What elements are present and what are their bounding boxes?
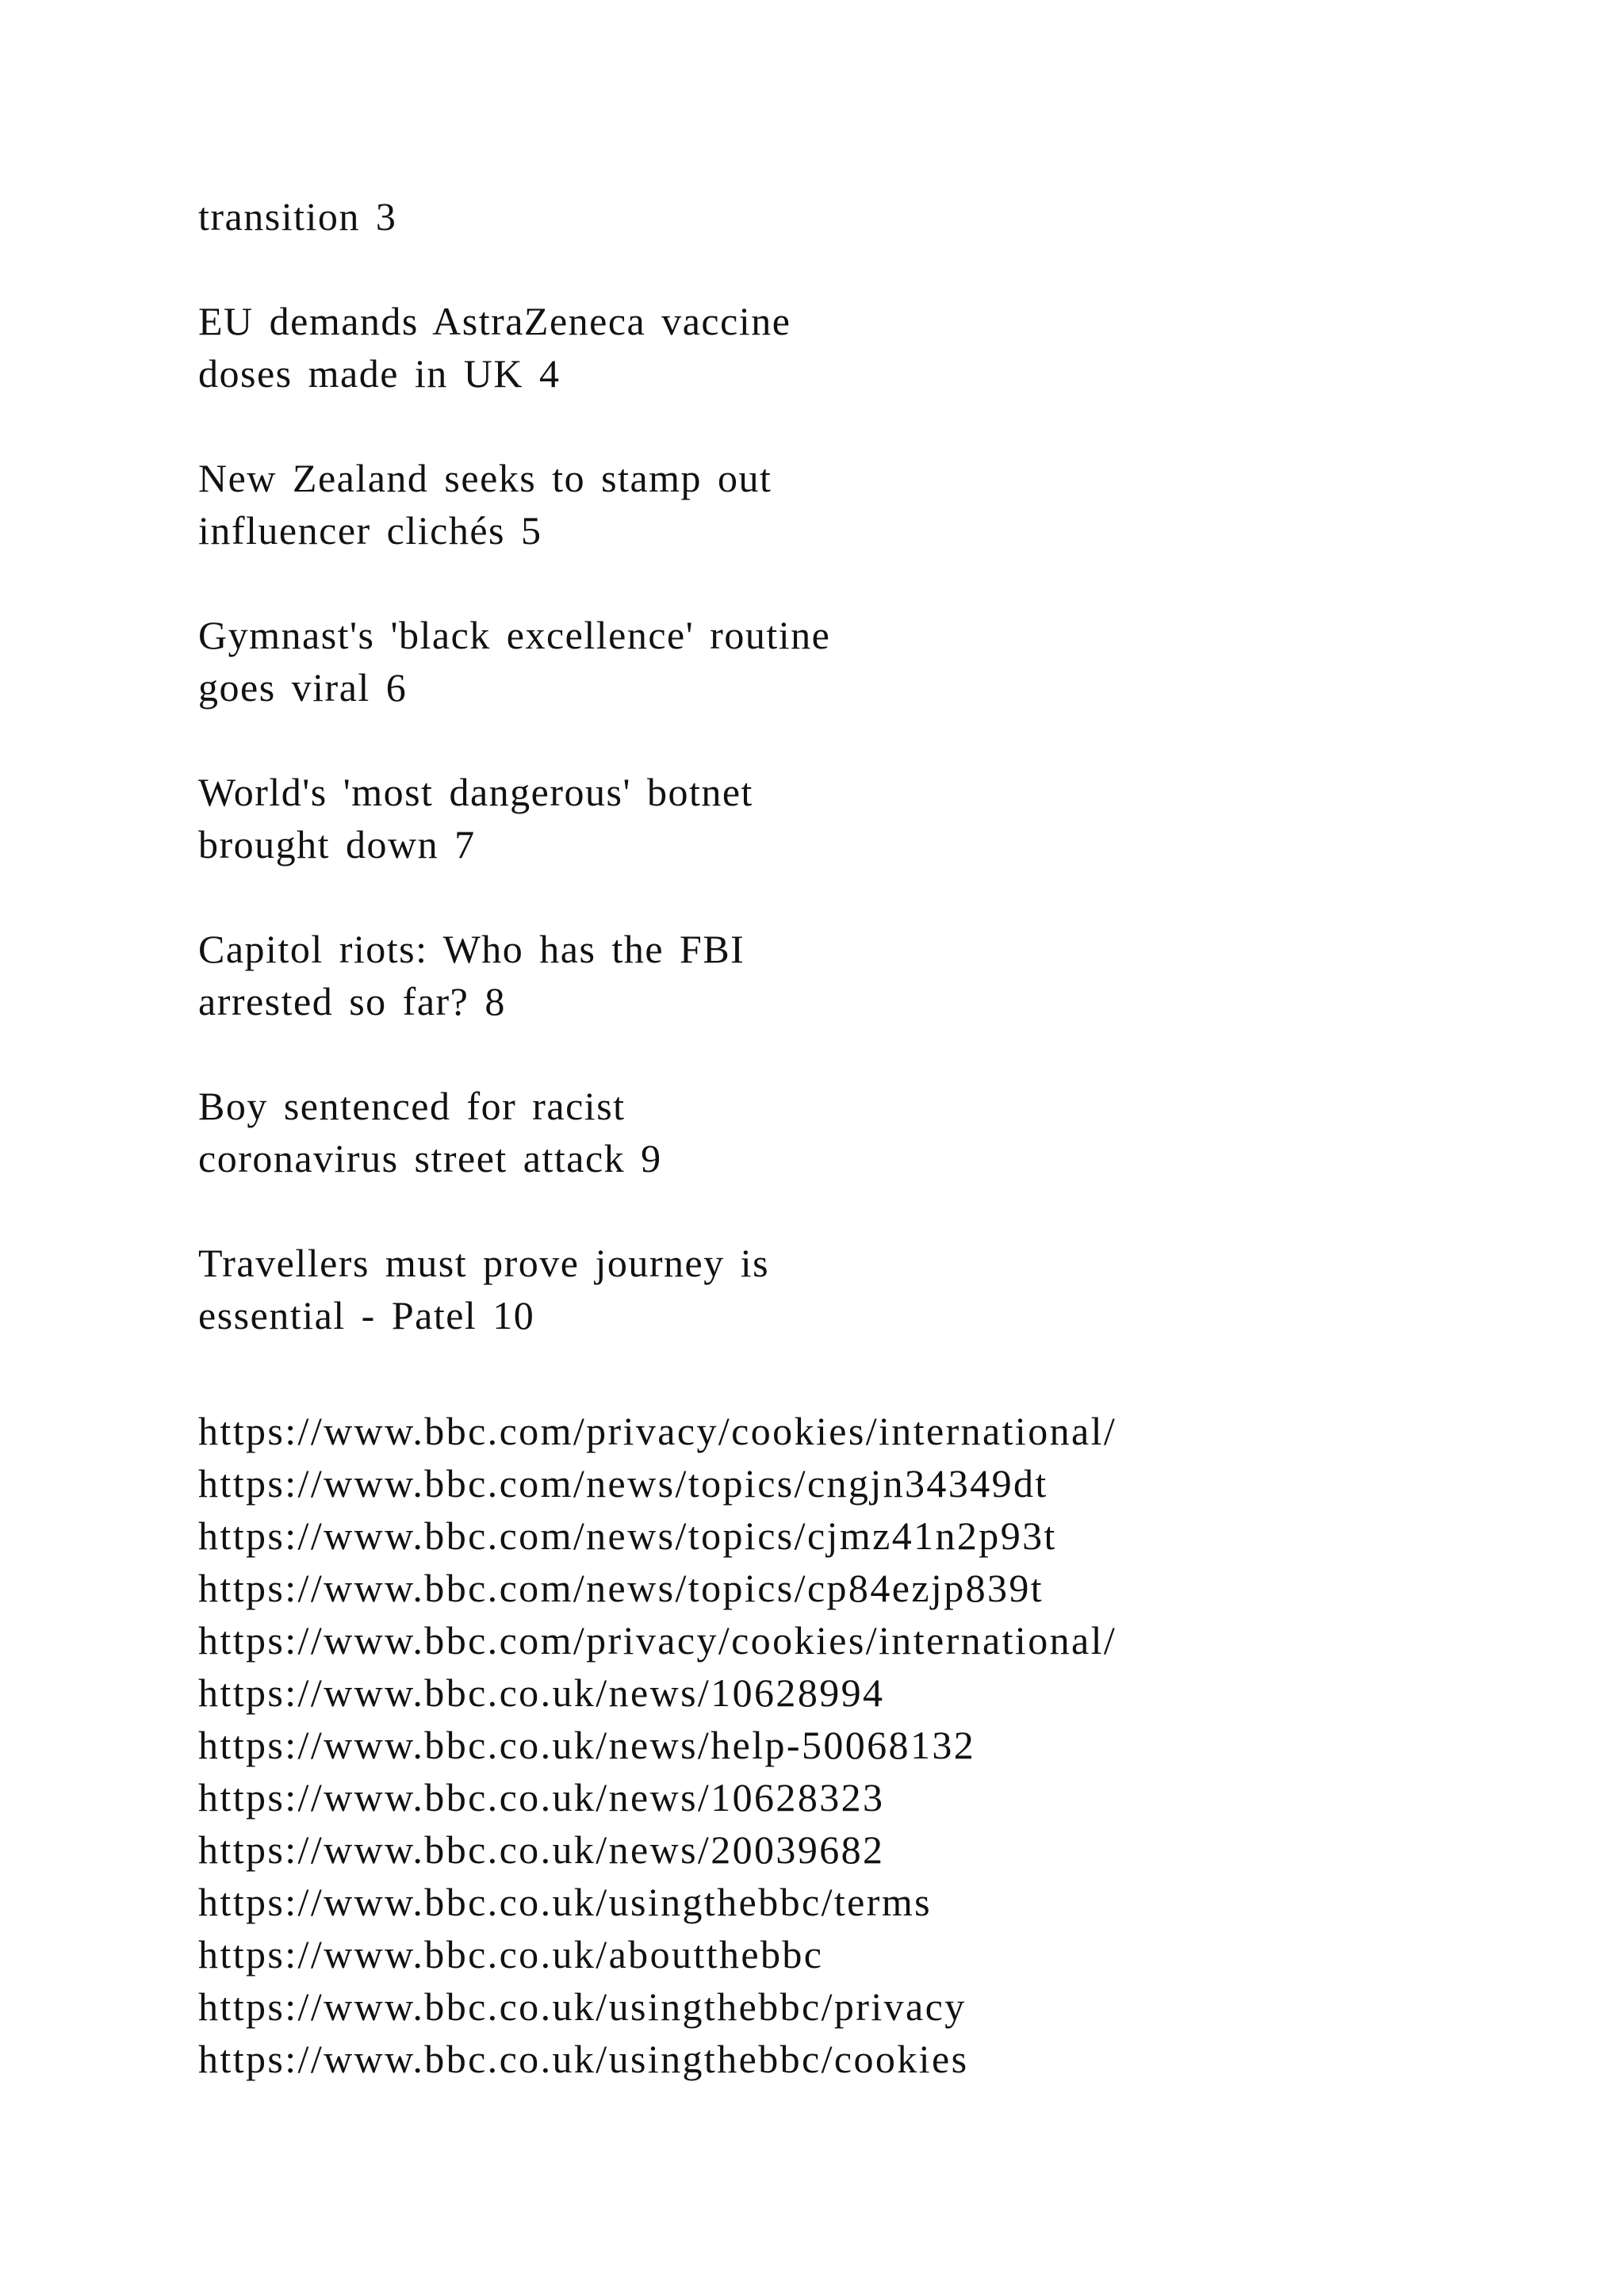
spacer xyxy=(198,1341,1546,1394)
spacer xyxy=(198,400,1546,452)
headline-line: Capitol riots: Who has the FBI xyxy=(198,927,745,971)
url-line: https://www.bbc.com/privacy/cookies/international/ xyxy=(198,1618,1117,1663)
headline-line: arrested so far? 8 xyxy=(198,979,506,1024)
url-line: https://www.bbc.co.uk/news/10628994 xyxy=(198,1670,885,1715)
url-line: https://www.bbc.co.uk/usingthebbc/terms xyxy=(198,1880,932,1924)
headline-line: doses made in UK 4 xyxy=(198,351,561,396)
headline-line: Boy sentenced for racist xyxy=(198,1084,626,1128)
url-line: https://www.bbc.com/news/topics/cp84ezjp839t xyxy=(198,1566,1044,1610)
url-list xyxy=(198,1405,1546,2085)
headline-line: brought down 7 xyxy=(198,822,476,867)
headline-line: Gymnast's 'black excellence' routine xyxy=(198,613,831,657)
url-line: https://www.bbc.co.uk/news/20039682 xyxy=(198,1827,885,1872)
headline-line: influencer clichés 5 xyxy=(198,508,542,553)
headline-list xyxy=(198,190,1546,1394)
url-line: https://www.bbc.co.uk/news/help-50068132 xyxy=(198,1723,976,1767)
spacer xyxy=(198,1184,1546,1237)
spacer xyxy=(198,243,1546,295)
document-page xyxy=(198,190,1546,2085)
headline-line: World's 'most dangerous' botnet xyxy=(198,770,753,814)
spacer xyxy=(198,871,1546,923)
headline-line: goes viral 6 xyxy=(198,665,408,710)
url-line: https://www.bbc.co.uk/usingthebbc/cookies xyxy=(198,2037,969,2081)
spacer xyxy=(198,557,1546,609)
spacer xyxy=(198,1027,1546,1080)
url-line: https://www.bbc.com/news/topics/cjmz41n2p93t xyxy=(198,1513,1057,1558)
url-line: https://www.bbc.co.uk/usingthebbc/privacy xyxy=(198,1984,967,2029)
headline-line: transition 3 xyxy=(198,194,397,239)
headline-line: essential - Patel 10 xyxy=(198,1293,535,1337)
url-line: https://www.bbc.co.uk/aboutthebbc xyxy=(198,1932,824,1976)
url-line: https://www.bbc.co.uk/news/10628323 xyxy=(198,1775,885,1820)
headline-line: New Zealand seeks to stamp out xyxy=(198,456,772,500)
spacer xyxy=(198,714,1546,766)
url-line: https://www.bbc.com/privacy/cookies/international/ xyxy=(198,1409,1117,1453)
headline-line: EU demands AstraZeneca vaccine xyxy=(198,299,791,343)
url-line: https://www.bbc.com/news/topics/cngjn34349dt xyxy=(198,1461,1048,1506)
headline-line: coronavirus street attack 9 xyxy=(198,1136,662,1181)
headline-line: Travellers must prove journey is xyxy=(198,1241,770,1285)
